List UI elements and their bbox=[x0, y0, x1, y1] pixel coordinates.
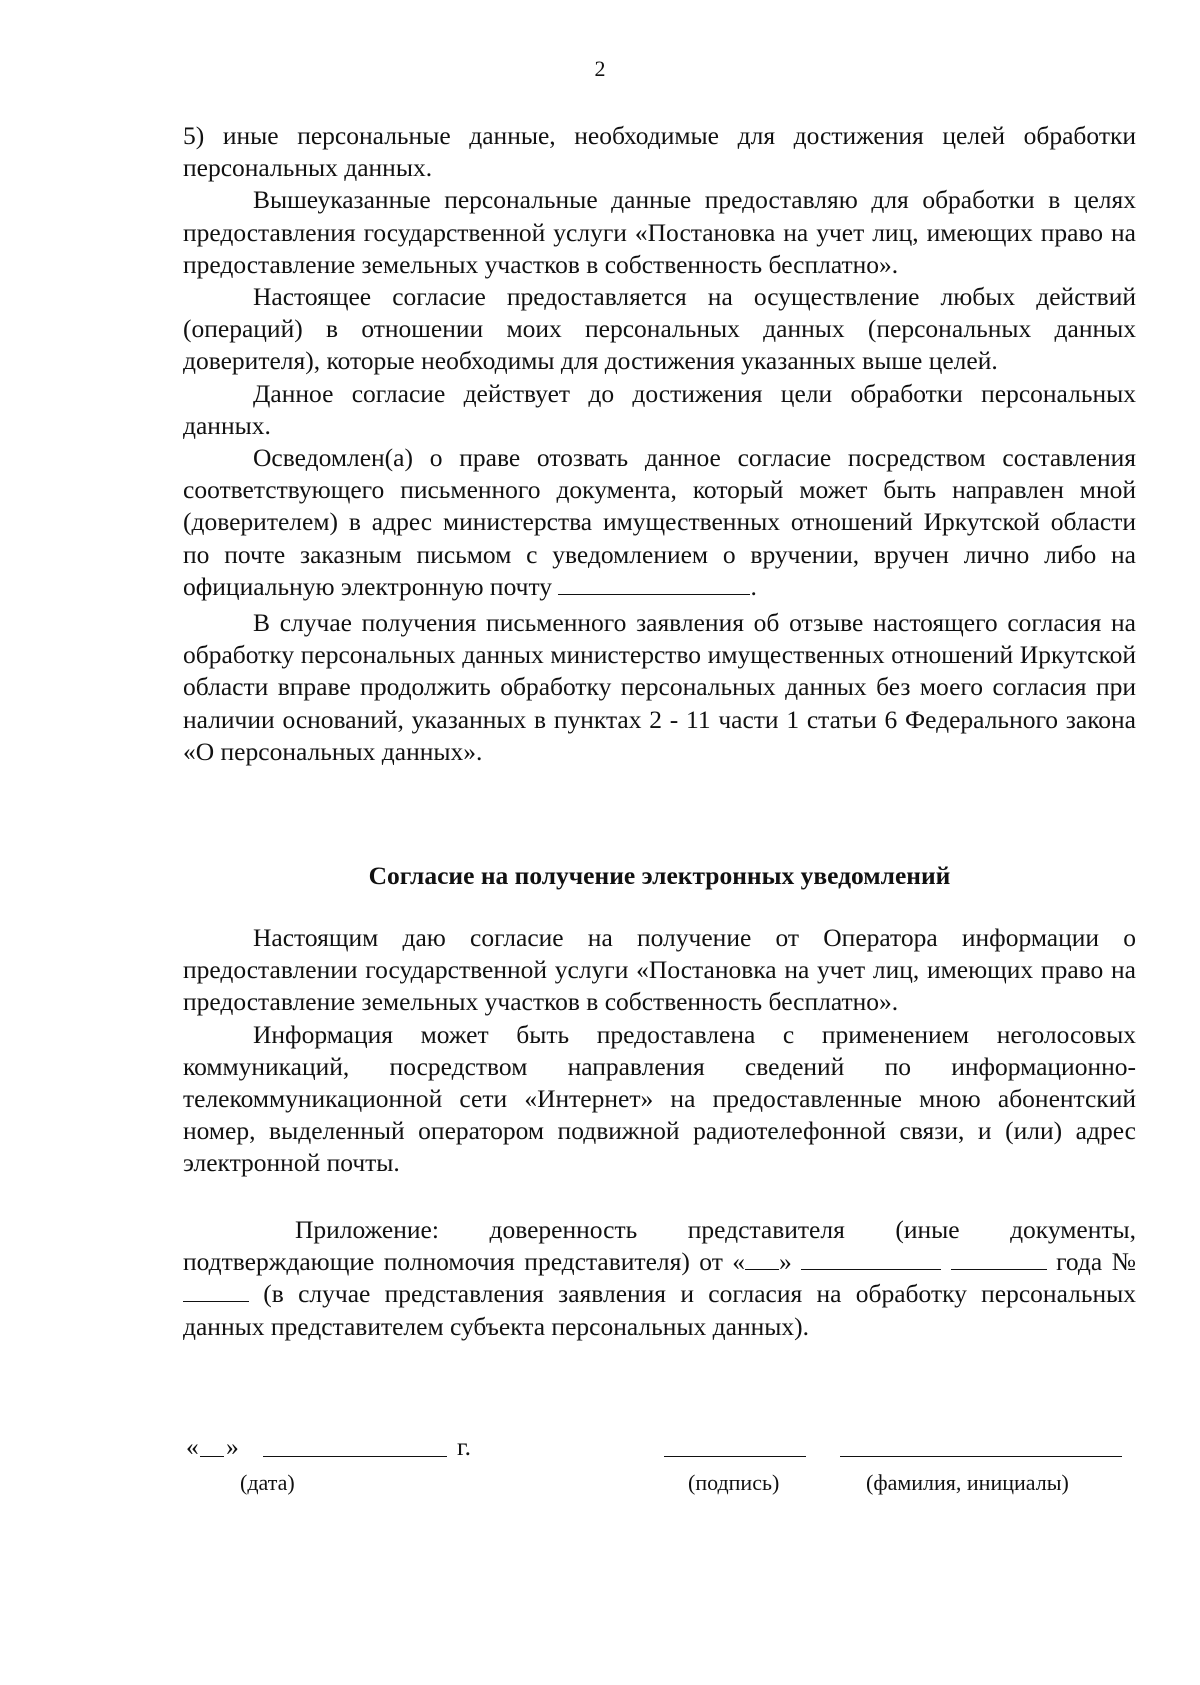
paragraph-withdrawal bbox=[183, 442, 1136, 603]
appendix-block bbox=[183, 1214, 1136, 1343]
name-initials-blank bbox=[840, 1456, 1122, 1457]
consent-body bbox=[183, 120, 1136, 768]
paragraph-notification-channels: Информация может быть предоставлена с применением неголосовых коммуникаций, посредством направления сведений по информационно-телекоммуникационной сети «Интернет» на предоставленные мною абонентский номер, выделенный оператором подвижной радиотелефонной связи, и (или) адрес электронной почты. bbox=[183, 1019, 1136, 1178]
section-heading-electronic-notifications: Согласие на получение электронных уведомлений bbox=[368, 861, 951, 890]
page-number: 2 bbox=[594, 56, 606, 81]
signature-blank bbox=[664, 1456, 806, 1457]
name-initials-caption: (фамилия, инициалы) bbox=[866, 1470, 1069, 1495]
withdrawal-end: . bbox=[750, 571, 757, 601]
appendix-month-blank bbox=[801, 1247, 941, 1270]
paragraph-appendix bbox=[183, 1214, 1136, 1343]
appendix-day-blank bbox=[745, 1247, 779, 1270]
date-month-year-blank bbox=[263, 1456, 447, 1457]
paragraph-validity: Данное согласие действует до достижения цели обработки персональных данных. bbox=[183, 378, 1136, 440]
appendix-text-end: (в случае представления заявления и согласия на обработку персональных данных представителем субъекта персональных данных). bbox=[183, 1279, 1137, 1341]
date-quote-open: « bbox=[186, 1432, 199, 1461]
appendix-year-label: года № bbox=[1056, 1247, 1136, 1277]
appendix-text-start: Приложение: доверенность представителя (иные документы, подтверждающие полномочия представителя) от « bbox=[183, 1215, 1136, 1277]
date-day-blank bbox=[200, 1456, 224, 1457]
withdrawal-text: Осведомлен(а) о праве отозвать данное согласие посредством составления соответствующего письменного документа, который может быть направлен мной (доверителем) в адрес министерства имущественных отношений Иркутской области по почте заказным письмом с уведомлением о вручении, вручен лично либо на официальную электронную почту bbox=[183, 443, 1136, 601]
date-quote-close: » bbox=[226, 1432, 239, 1461]
paragraph-notification-consent: Настоящим даю согласие на получение от Оператора информации о предоставлении государственной услуги «Постановка на учет лиц, имеющих право на предоставление земельных участков в собственность бесплатно». bbox=[183, 923, 1136, 1017]
notifications-body bbox=[183, 922, 1136, 1180]
date-caption: (дата) bbox=[240, 1470, 295, 1495]
date-year-suffix: г. bbox=[457, 1432, 471, 1461]
signature-caption: (подпись) bbox=[688, 1470, 780, 1495]
email-blank-field bbox=[558, 572, 750, 595]
appendix-quote-close: » bbox=[779, 1247, 792, 1277]
paragraph-purpose: Вышеуказанные персональные данные предоставляю для обработки в целях предоставления государственной услуги «Постановка на учет лиц, имеющих право на предоставление земельных участков в собственность бесплатно». bbox=[183, 185, 1136, 279]
appendix-year-blank bbox=[951, 1247, 1047, 1270]
appendix-number-blank bbox=[183, 1279, 249, 1302]
paragraph-continued-processing: В случае получения письменного заявления об отзыве настоящего согласия на обработку персональных данных министерство имущественных отношений Иркутской области вправе продолжить обработку персональных данных без моего согласия при наличии оснований, указанных в пунктах 2 - 11 части 1 статьи 6 Федерального закона «О персональных данных». bbox=[183, 608, 1136, 766]
signature-row bbox=[0, 1432, 1200, 1512]
paragraph-other-data: 5) иные персональные данные, необходимые для достижения целей обработки персональных данных. bbox=[183, 121, 1136, 183]
paragraph-actions: Настоящее согласие предоставляется на осуществление любых действий (операций) в отношении моих персональных данных (персональных данных доверителя), которые необходимы для достижения указанных выше целей. bbox=[183, 282, 1136, 376]
